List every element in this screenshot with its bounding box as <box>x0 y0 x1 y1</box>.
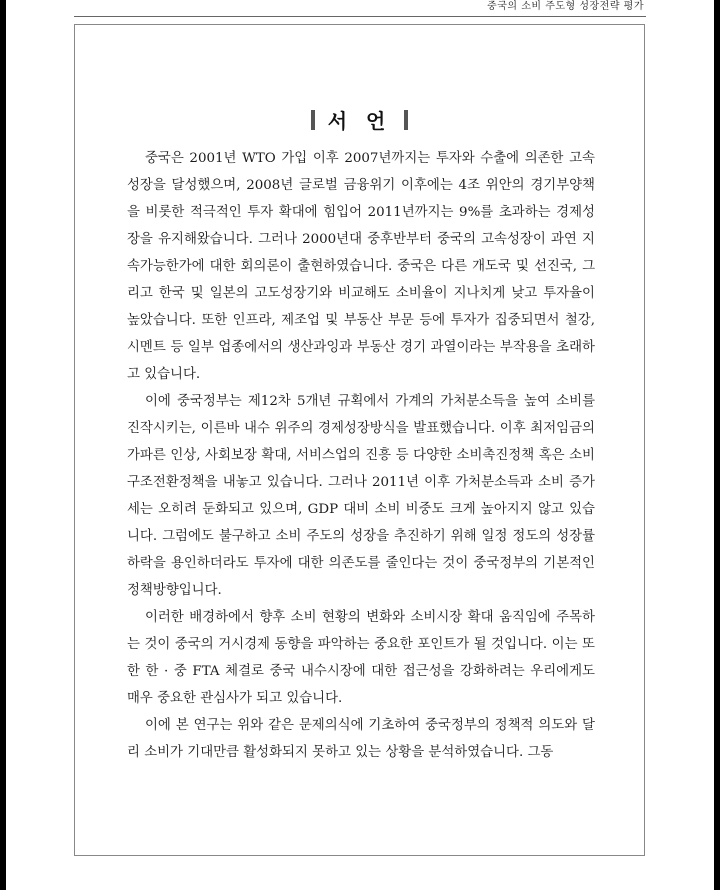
paragraph: 중국은 2001년 WTO 가입 이후 2007년까지는 투자와 수출에 의존한 고속성장을 달성했으며, 2008년 글로벌 금융위기 이후에는 4조 위안의 경기부양책을 비롯한 적극적인 투자 확대에 힘입어 2011년까지는 9%를 초과하는 경제성장을 유지해왔습니다. 그러나 2000년대 중후반부터 중국의 고속성장이 과연 지속가능한가에 대한 회의론이 출현하였습니다. 중국은 다른 개도국 및 선진국, 그리고 한국 및 일본의 고도성장기와 비교해도 소비율이 지나치게 낮고 투자율이 높았습니다. 또한 인프라, 제조업 및 부동산 부문 등에 투자가 집중되면서 철강, 시멘트 등 일부 업종에서의 생산과잉과 부동산 경기 과열이라는 부작용을 초래하고 있습니다. <box>127 151 595 382</box>
page-title: 서 언 <box>327 109 392 133</box>
paragraph: 이에 본 연구는 위와 같은 문제의식에 기초하여 중국정부의 정책적 의도와 달리 소비가 기대만큼 활성화되지 못하고 있는 상황을 분석하였습니다. 그동 <box>127 718 595 760</box>
title-right-mark <box>404 110 408 130</box>
right-edge-bar <box>714 0 720 890</box>
paragraph: 이에 중국정부는 제12차 5개년 규획에서 가계의 가처분소득을 높여 소비를 진작시키는, 이른바 내수 위주의 경제성장방식을 발표했습니다. 이후 최저임금의 가파른 인상, 사회보장 확대, 서비스업의 진흥 등 다양한 소비촉진정책 혹은 소비구조전환정책을 내놓고 있습니다. 그러나 2011년 이후 가처분소득과 소비 증가세는 오히려 둔화되고 있으며, GDP 대비 소비 비중도 크게 높아지지 않고 있습니다. 그럼에도 불구하고 소비 주도의 성장을 추진하기 위해 일정 정도의 성장률 하락을 용인하더라도 투자에 대한 의존도를 줄인다는 것이 중국정부의 기본적인 정책방향입니다. <box>127 394 595 598</box>
body-text <box>127 145 595 766</box>
left-edge-bar <box>0 0 6 890</box>
title-block <box>75 105 644 134</box>
title-left-mark <box>311 110 315 130</box>
paragraph: 이러한 배경하에서 향후 소비 현황의 변화와 소비시장 확대 움직임에 주목하는 것이 중국의 거시경제 동향을 파악하는 중요한 포인트가 될 것입니다. 이는 또한 한 · 중 FTA 체결로 중국 내수시장에 대한 접근성을 강화하려는 우리에게도 매우 중요한 관심사가 되고 있습니다. <box>127 610 595 706</box>
running-header: 중국의 소비 주도형 성장전략 평가 <box>487 1 644 12</box>
header-rule <box>74 16 646 17</box>
